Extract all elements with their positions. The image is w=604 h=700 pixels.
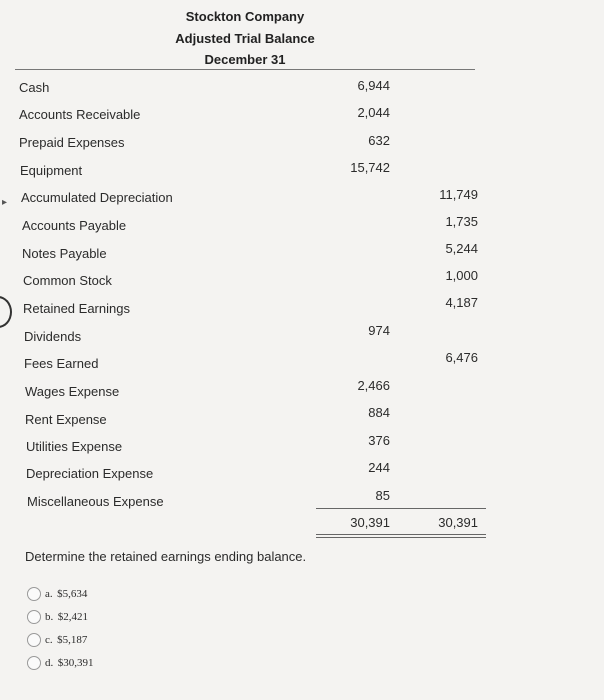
credit-total: 30,391 [438,515,478,530]
account-label: Accumulated Depreciation [21,190,173,205]
debit-amount: 974 [368,323,390,338]
account-label: Common Stock [23,273,112,288]
double-rule-lower [316,537,486,538]
option-letter: d. [45,657,54,669]
option-letter: c. [45,634,53,646]
option-value: $30,391 [57,657,94,669]
debit-amount: 2,044 [357,105,390,120]
debit-amount: 884 [368,405,390,420]
account-label: Fees Earned [24,356,99,371]
company-name: Stockton Company [185,9,305,24]
account-label: Cash [19,80,50,95]
double-rule-upper [316,534,486,535]
radio-icon[interactable] [27,587,41,601]
edge-bracket-icon [0,296,12,328]
debit-amount: 632 [368,133,390,148]
option-letter: a. [45,588,53,600]
account-label: Accounts Payable [22,218,127,233]
account-label: Utilities Expense [26,439,123,454]
debit-amount: 15,742 [350,160,390,175]
account-label: Depreciation Expense [26,466,154,481]
debit-amount: 6,944 [357,78,390,93]
question-text: Determine the retained earnings ending balance. [25,549,307,564]
option-a[interactable] [27,586,87,602]
header-divider [15,69,475,70]
account-label: Rent Expense [25,412,107,427]
debit-amount: 376 [368,433,390,448]
debit-amount: 244 [368,460,390,475]
option-b[interactable] [27,609,88,625]
option-value: $5,634 [57,588,88,600]
account-label: Notes Payable [22,246,107,261]
debit-amount: 2,466 [357,378,390,393]
statement-title: Adjusted Trial Balance [175,31,315,46]
radio-icon[interactable] [27,633,41,647]
debit-amount: 85 [375,488,390,503]
credit-amount: 1,735 [445,214,478,229]
radio-icon[interactable] [27,610,41,624]
account-label: Wages Expense [25,384,120,399]
row-marker-icon: ▸ [2,197,8,208]
option-letter: b. [45,611,54,623]
account-label: Prepaid Expenses [19,135,125,150]
radio-icon[interactable] [27,656,41,670]
credit-amount: 11,749 [439,187,478,202]
option-value: $2,421 [57,611,88,623]
debit-total: 30,391 [350,515,390,530]
statement-date: December 31 [204,52,286,67]
credit-amount: 1,000 [445,268,478,283]
account-label: Dividends [24,329,82,344]
option-c[interactable] [27,632,87,648]
account-label: Miscellaneous Expense [27,494,164,509]
total-rule [316,508,486,509]
credit-amount: 6,476 [445,350,478,365]
option-d[interactable] [27,655,93,671]
account-label: Retained Earnings [23,301,130,316]
account-label: Accounts Receivable [19,107,141,122]
account-label: Equipment [20,163,83,178]
credit-amount: 5,244 [445,241,478,256]
option-value: $5,187 [57,634,88,646]
credit-amount: 4,187 [445,295,478,310]
